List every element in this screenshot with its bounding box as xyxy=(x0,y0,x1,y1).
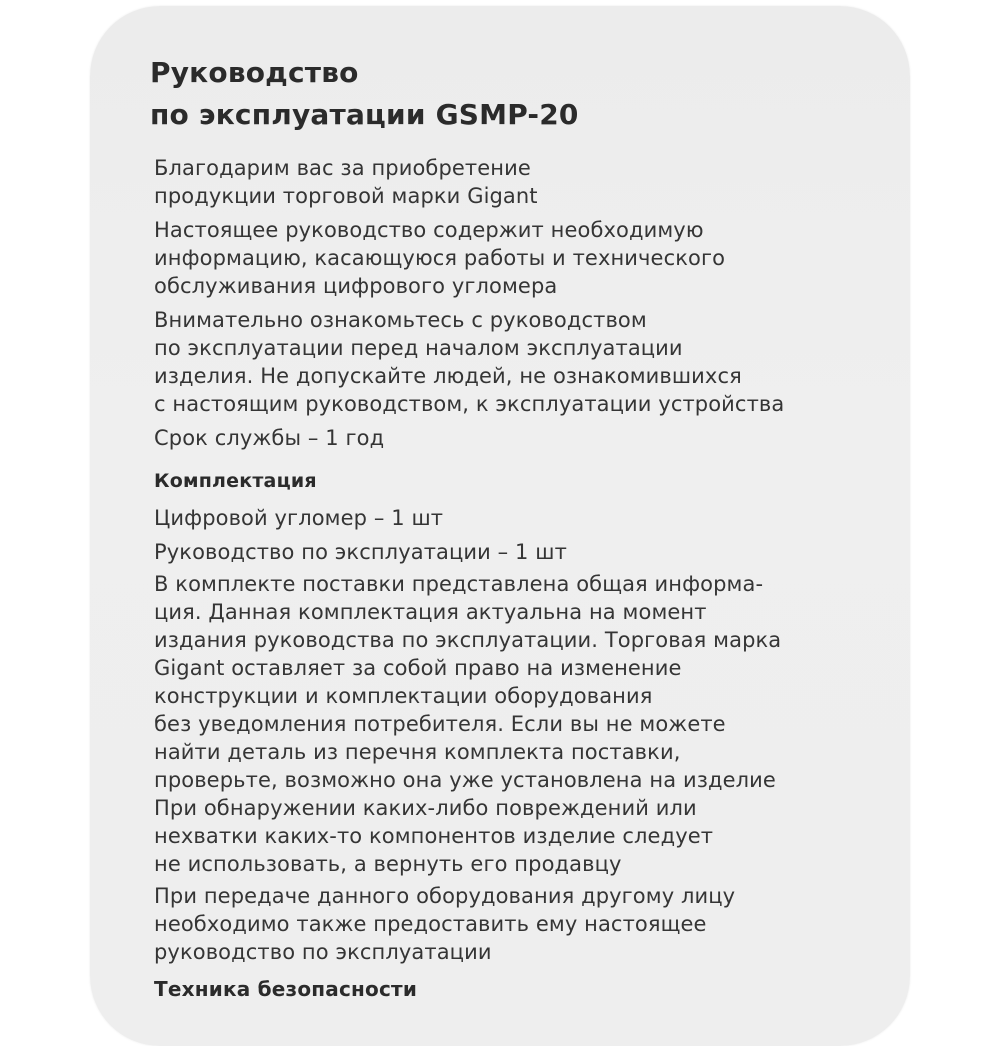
intro-paragraph-service-life xyxy=(154,424,384,452)
completeness-paragraph-info xyxy=(154,570,781,794)
intro-paragraph-thanks xyxy=(154,154,538,210)
text-line: Gigant оставляет за собой право на изменение xyxy=(154,656,682,680)
completeness-item-angle-meter xyxy=(154,504,443,532)
section-heading-safety: Техника безопасности xyxy=(154,977,418,1001)
text-line: Благодарим вас за приобретение xyxy=(154,156,531,180)
text-line: обслуживания цифрового угломера xyxy=(154,274,558,298)
text-line: При обнаружении каких-либо повреждений или xyxy=(154,796,697,820)
text-line: необходимо также предоставить ему настоящее xyxy=(154,912,707,936)
text-line: руководство по эксплуатации xyxy=(154,940,492,964)
text-line: с настоящим руководством, к эксплуатации устройства xyxy=(154,392,785,416)
text-line: информацию, касающуюся работы и технического xyxy=(154,246,726,270)
text-line: При передаче данного оборудования другому лицу xyxy=(154,884,736,908)
intro-paragraph-warning xyxy=(154,306,784,418)
text-line: Настоящее руководство содержит необходимую xyxy=(154,218,704,242)
text-line: Внимательно ознакомьтесь с руководством xyxy=(154,308,647,332)
text-line: по эксплуатации перед началом эксплуатации xyxy=(154,336,683,360)
text-line: конструкции и комплектации оборудования xyxy=(154,684,653,708)
text-line: Цифровой угломер – 1 шт xyxy=(154,506,444,530)
completeness-item-manual xyxy=(154,538,567,566)
text-line: без уведомления потребителя. Если вы не можете xyxy=(154,712,726,736)
completeness-paragraph-transfer xyxy=(154,882,735,966)
text-line: нехватки каких-то компонентов изделие следует xyxy=(154,824,714,848)
text-line: проверьте, возможно она уже установлена на изделие xyxy=(154,768,776,792)
completeness-paragraph-damage xyxy=(154,794,713,878)
text-line: ция. Данная комплектация актуальна на момент xyxy=(154,600,707,624)
text-line: Руководство по эксплуатации – 1 шт xyxy=(154,540,567,564)
text-line: продукции торговой марки Gigant xyxy=(154,184,538,208)
text-line: найти деталь из перечня комплекта поставки, xyxy=(154,740,681,764)
title-line: по эксплуатации GSMP-20 xyxy=(150,98,579,131)
intro-paragraph-contents xyxy=(154,216,725,300)
title-line: Руководство xyxy=(150,56,359,89)
text-line: не использовать, а вернуть его продавцу xyxy=(154,852,622,876)
text-line: Срок службы – 1 год xyxy=(154,426,385,450)
document-title xyxy=(150,52,579,136)
text-line: изделия. Не допускайте людей, не ознакомившихся xyxy=(154,364,742,388)
text-line: В комплекте поставки представлена общая информа- xyxy=(154,572,764,596)
section-heading-completeness: Комплектация xyxy=(154,470,317,492)
text-line: издания руководства по эксплуатации. Торговая марка xyxy=(154,628,782,652)
